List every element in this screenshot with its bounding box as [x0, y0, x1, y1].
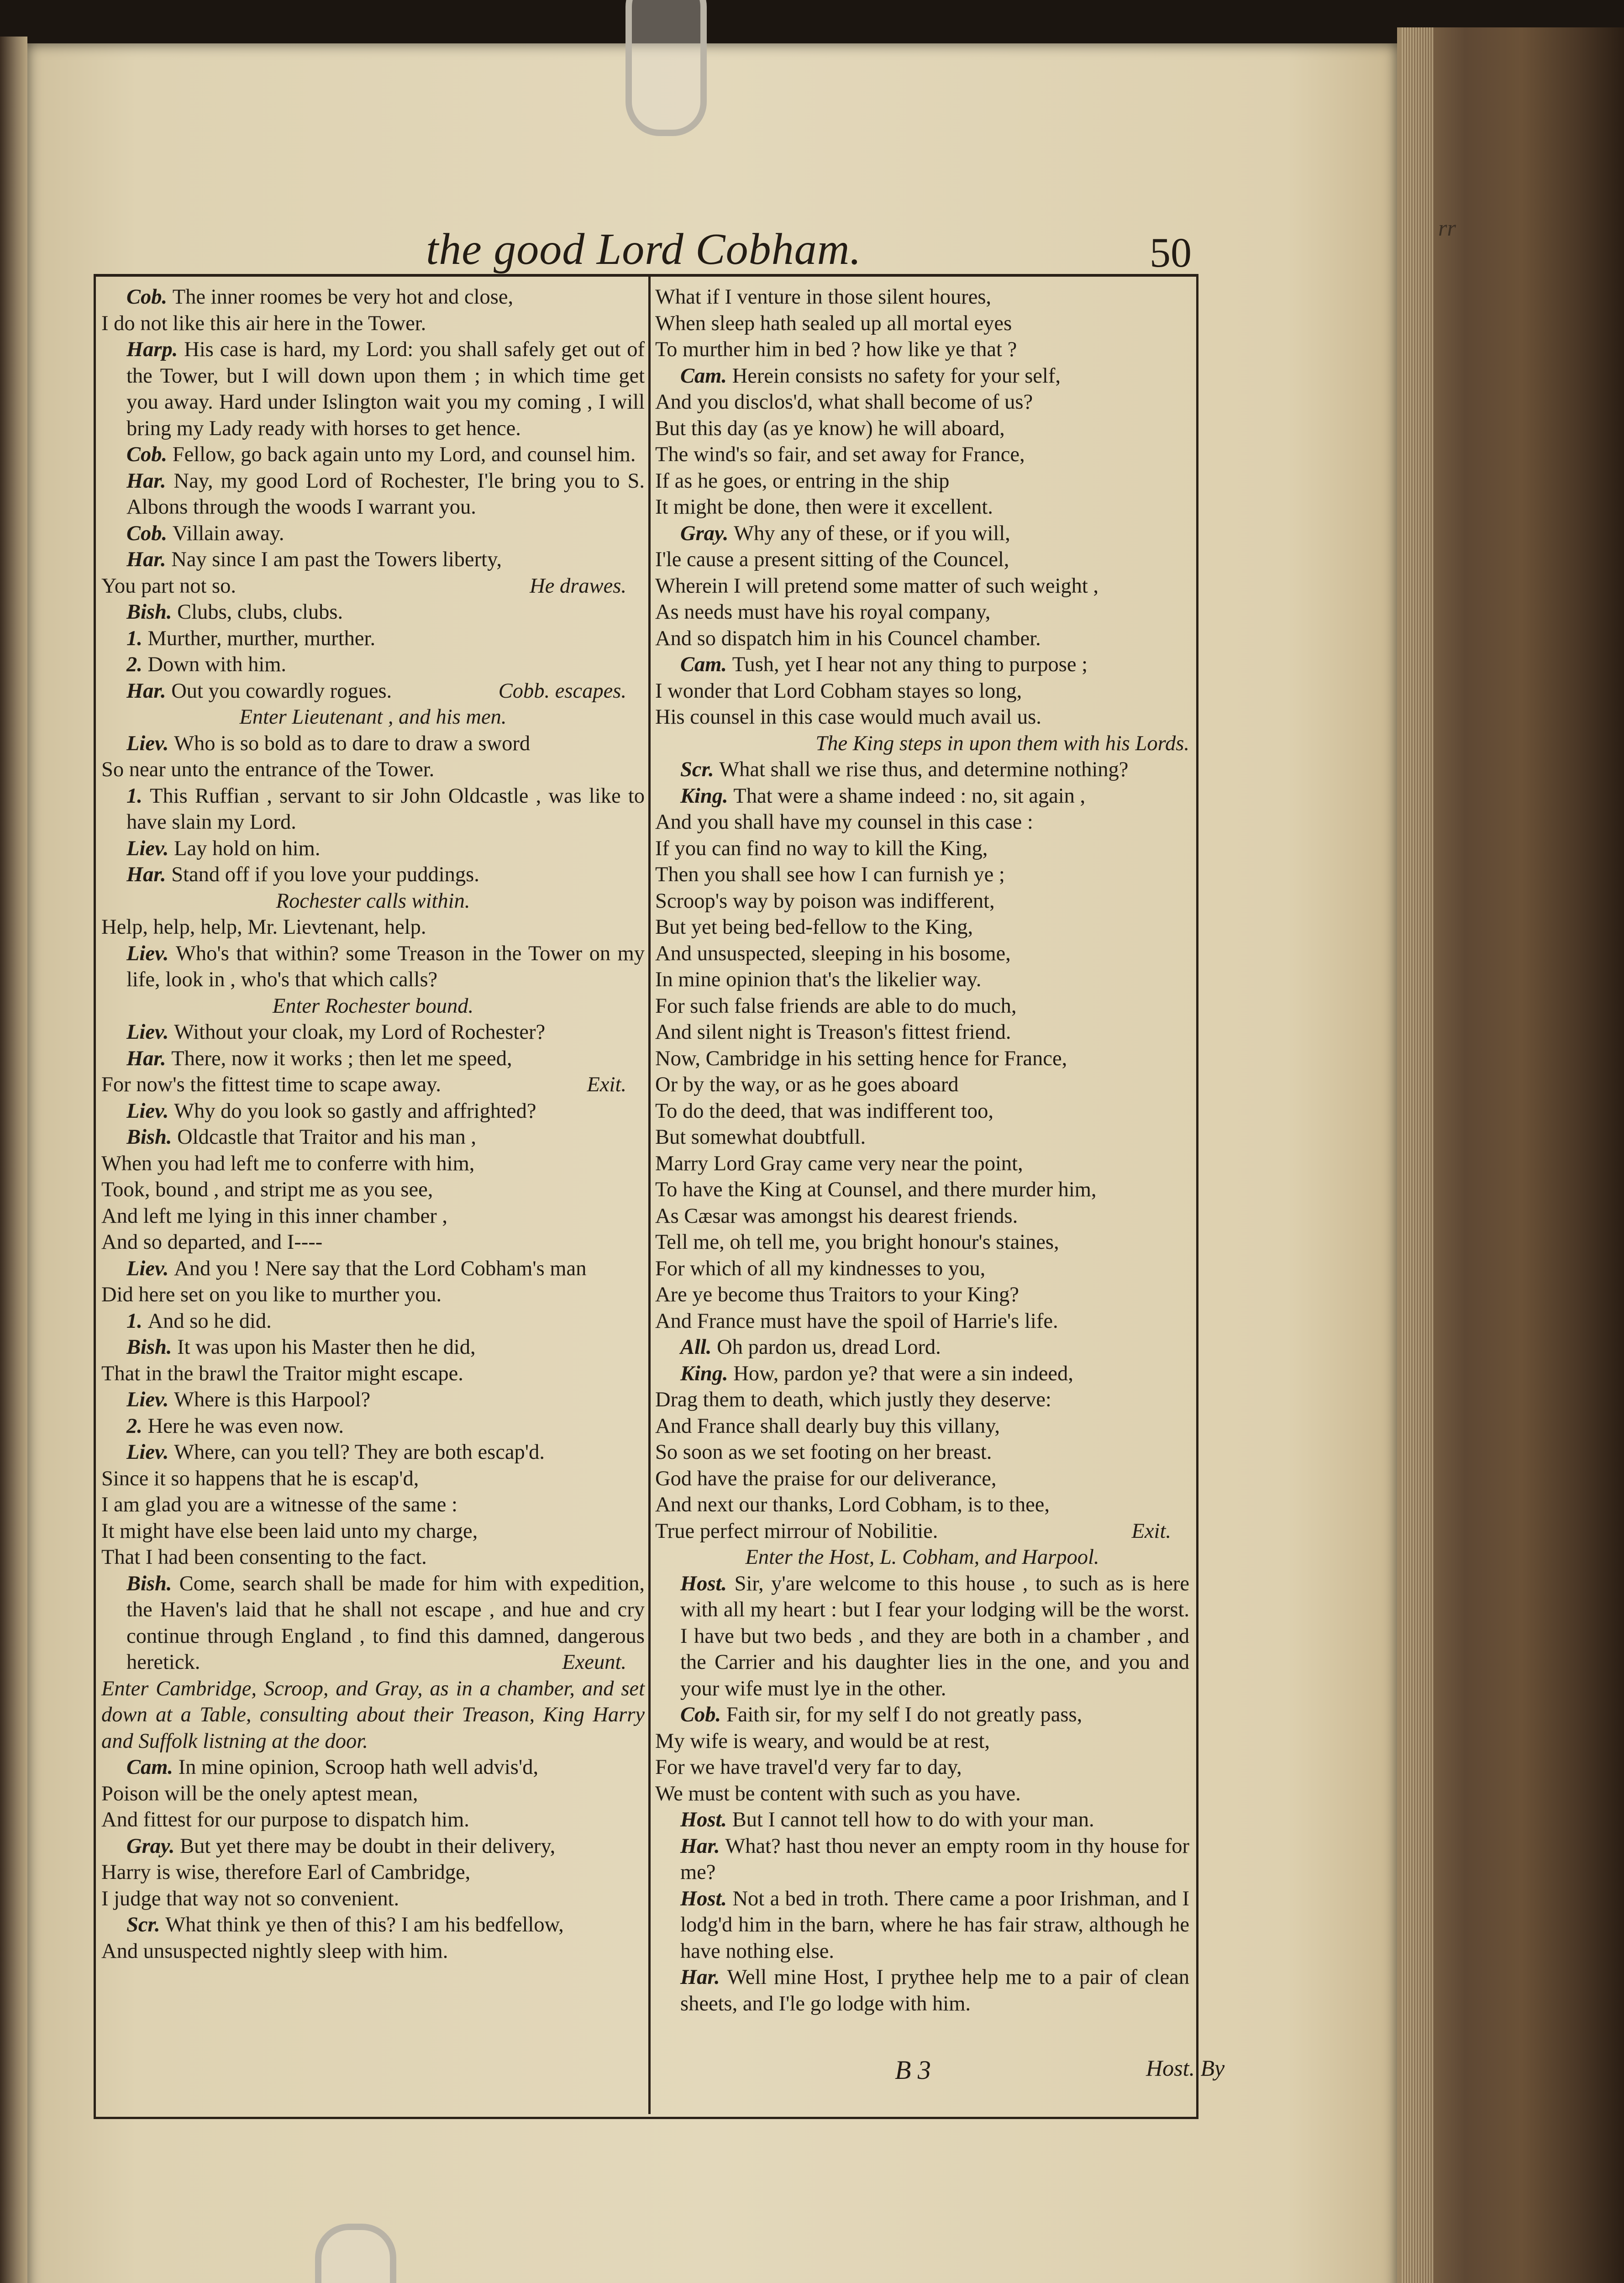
text-line — [101, 521, 645, 547]
line-text: When you had left me to conferre with him, — [101, 1152, 475, 1175]
line-text: And fittest for our purpose to dispatch him. — [101, 1808, 469, 1831]
line-text: Enter Rochester bound. — [272, 994, 474, 1018]
speaker-prefix: Bish. — [126, 1336, 178, 1359]
text-line — [655, 888, 1189, 915]
line-text: Nay, my good Lord of Rochester, I'le bring you to S. Albons through the woods I warrant you. — [126, 469, 645, 519]
line-text: And unsuspected, sleeping in his bosome, — [655, 942, 1011, 965]
text-line — [101, 310, 645, 337]
text-line — [101, 1334, 645, 1361]
line-text: And you shall have my counsel in this case : — [655, 810, 1033, 834]
text-line — [655, 1046, 1189, 1072]
speaker-prefix: Liev. — [126, 1021, 174, 1044]
speaker-prefix: Liev. — [126, 1099, 174, 1123]
line-text: God have the praise for our deliverance, — [655, 1467, 997, 1490]
line-text: To have the King at Counsel, and there murder him, — [655, 1178, 1097, 1201]
text-line — [655, 1256, 1189, 1282]
line-text: True perfect mirrour of Nobilitie. — [655, 1519, 938, 1543]
text-line — [101, 1807, 645, 1833]
line-text: Down with him. — [147, 653, 287, 676]
line-text: Help, help, help, Mr. Lievtenant, help. — [101, 915, 426, 939]
line-text: Are ye become thus Traitors to your King? — [655, 1283, 1019, 1306]
line-text: Scroop's way by poison was indifferent, — [655, 889, 995, 913]
stage-direction: He drawes. — [530, 574, 626, 598]
book-clip-bottom — [315, 2224, 396, 2283]
line-text: Enter Lieutenant , and his men. — [239, 705, 507, 729]
text-line — [101, 1439, 645, 1466]
speaker-prefix: Har. — [126, 548, 172, 571]
text-line — [655, 704, 1189, 731]
line-text: That I had been consenting to the fact. — [101, 1546, 427, 1569]
line-text: And unsuspected nightly sleep with him. — [101, 1939, 448, 1963]
text-line — [101, 547, 645, 573]
text-line — [101, 1938, 645, 1965]
text-line — [101, 1151, 645, 1177]
text-line — [101, 757, 645, 783]
text-line — [101, 1177, 645, 1203]
text-line — [101, 468, 645, 521]
line-text: I judge that way not so convenient. — [101, 1887, 399, 1910]
line-text: And so dispatch him in his Councel chamber. — [655, 626, 1041, 650]
text-line — [655, 494, 1189, 521]
line-text: And so departed, and I---- — [101, 1231, 323, 1254]
text-line — [655, 468, 1189, 494]
text-line — [655, 1308, 1189, 1335]
text-line — [101, 1046, 645, 1072]
line-text: As Cæsar was amongst his dearest friends. — [655, 1204, 1018, 1228]
line-text: But somewhat doubtfull. — [655, 1126, 866, 1149]
stage-direction: Exit. — [1131, 1519, 1171, 1543]
line-text: And left me lying in this inner chamber , — [101, 1204, 448, 1228]
text-line — [101, 652, 645, 678]
line-text: For which of all my kindnesses to you, — [655, 1257, 986, 1280]
line-text: Poison will be the onely aptest mean, — [101, 1782, 418, 1805]
speaker-prefix: King. — [680, 1362, 734, 1385]
text-line — [101, 442, 645, 468]
text-line — [655, 1439, 1189, 1466]
line-text: Fellow, go back again unto my Lord, and counsel him. — [172, 443, 636, 466]
speaker-prefix: Har. — [680, 1966, 727, 1989]
line-text: You part not so. — [101, 574, 236, 598]
speaker-prefix: King. — [680, 784, 734, 808]
speaker-prefix: Har. — [126, 1047, 172, 1070]
text-line — [655, 836, 1189, 862]
text-line — [655, 284, 1189, 310]
text-line — [101, 678, 645, 705]
text-line — [101, 573, 645, 600]
line-text: If you can find no way to kill the King, — [655, 836, 988, 860]
text-line — [655, 389, 1189, 416]
line-text: Enter the Host, L. Cobham, and Harpool. — [745, 1546, 1099, 1569]
line-text: How, pardon ye? that were a sin indeed, — [733, 1362, 1073, 1385]
line-text: I am glad you are a witnesse of the same : — [101, 1493, 457, 1516]
text-line — [101, 941, 645, 993]
text-line — [655, 1466, 1189, 1492]
text-line — [101, 1781, 645, 1807]
line-text: In mine opinion, Scroop hath well advis'd, — [178, 1756, 539, 1779]
text-line — [655, 652, 1189, 678]
line-text: Wherein I will pretend some matter of such weight , — [655, 574, 1099, 598]
right-column — [655, 284, 1189, 2017]
text-line — [101, 1256, 645, 1282]
line-text: Oh pardon us, dread Lord. — [717, 1336, 941, 1359]
text-line — [101, 1571, 645, 1676]
signature-mark: B 3 — [895, 2055, 931, 2085]
text-line — [655, 809, 1189, 836]
speaker-prefix: Liev. — [126, 1388, 174, 1411]
speaker-prefix: 2. — [126, 653, 148, 676]
text-line — [655, 1781, 1189, 1807]
speaker-prefix: Har. — [126, 679, 172, 703]
stage-direction: Exit. — [587, 1073, 626, 1096]
text-line — [655, 1229, 1189, 1256]
text-line — [101, 1518, 645, 1545]
speaker-prefix: Cob. — [126, 285, 173, 309]
text-line — [655, 1728, 1189, 1755]
text-line — [101, 1886, 645, 1912]
line-text: And you ! Nere say that the Lord Cobham's man — [174, 1257, 587, 1280]
text-line — [101, 599, 645, 626]
text-line — [655, 783, 1189, 810]
line-text: Well mine Host, I prythee help me to a pair of clean sheets, and I'le go lodge with him. — [680, 1966, 1189, 2015]
line-text: Enter Cambridge, Scroop, and Gray, as in a chamber, and set down at a Table, consulting about their Treason, King Harry and Suffolk listning at the door. — [101, 1677, 645, 1753]
line-text: Lay hold on him. — [174, 836, 321, 860]
line-text: Since it so happens that he is escap'd, — [101, 1467, 419, 1490]
text-line — [655, 1019, 1189, 1046]
speaker-prefix: Host. — [680, 1887, 733, 1910]
line-text: Why do you look so gastly and affrighted? — [174, 1099, 536, 1123]
line-text: It might be done, then were it excellent. — [655, 495, 993, 519]
line-text: For such false friends are able to do much, — [655, 994, 1017, 1018]
text-line — [655, 337, 1189, 363]
text-line — [655, 1702, 1189, 1728]
speaker-prefix: Cam. — [680, 364, 732, 388]
line-text: His counsel in this case would much avail us. — [655, 705, 1041, 729]
line-text: I'le cause a present sitting of the Councel, — [655, 548, 1009, 571]
line-text: So soon as we set footing on her breast. — [655, 1441, 992, 1464]
text-line — [101, 836, 645, 862]
speaker-prefix: Bish. — [126, 1572, 179, 1595]
line-text: To murther him in bed ? how like ye that ? — [655, 338, 1017, 361]
line-text: What if I venture in those silent houres, — [655, 285, 992, 309]
speaker-prefix: Scr. — [126, 1913, 166, 1936]
line-text: Murther, murther, murther. — [147, 626, 376, 650]
line-text: Oldcastle that Traitor and his man , — [177, 1126, 476, 1149]
text-line — [101, 1544, 645, 1571]
text-line — [655, 757, 1189, 783]
text-line — [655, 573, 1189, 600]
speaker-prefix: Liev. — [126, 942, 176, 965]
speaker-prefix: Harp. — [126, 338, 184, 361]
line-text: If as he goes, or entring in the ship — [655, 469, 950, 493]
line-text: Tell me, oh tell me, you bright honour's staines, — [655, 1231, 1059, 1254]
text-line — [655, 993, 1189, 1020]
line-text: Who's that within? some Treason in the Tower on my life, look in , who's that which calls? — [126, 942, 645, 991]
catchword: Host. By — [1146, 2055, 1225, 2081]
text-line — [655, 1098, 1189, 1125]
speaker-prefix: Liev. — [126, 731, 174, 755]
line-text: Who is so bold as to dare to draw a sword — [174, 731, 531, 755]
line-text: It might have else been laid unto my charge, — [101, 1519, 478, 1543]
line-text: And next our thanks, Lord Cobham, is to thee, — [655, 1493, 1050, 1516]
speaker-prefix: 1. — [126, 626, 148, 650]
text-line — [101, 888, 645, 915]
text-line — [101, 862, 645, 888]
page-header — [91, 215, 1196, 283]
line-text: Faith sir, for my self I do not greatly pass, — [726, 1703, 1083, 1726]
line-text: My wife is weary, and would be at rest, — [655, 1729, 990, 1753]
text-line — [655, 731, 1189, 757]
line-text: Nay since I am past the Towers liberty, — [171, 548, 502, 571]
speaker-prefix: Gray. — [680, 521, 734, 545]
text-line — [101, 1282, 645, 1308]
text-line — [655, 914, 1189, 941]
speaker-prefix: Cam. — [126, 1756, 179, 1779]
text-line — [655, 862, 1189, 888]
speaker-prefix: Scr. — [680, 758, 720, 781]
speaker-prefix: Har. — [126, 469, 174, 493]
stage-direction: Cobb. escapes. — [498, 679, 626, 703]
book-clip-top — [625, 0, 707, 136]
previous-page-edge — [0, 37, 27, 2283]
line-text: There, now it works ; then let me speed, — [171, 1047, 512, 1070]
text-line — [655, 1072, 1189, 1098]
speaker-prefix: Cob. — [126, 443, 173, 466]
line-text: That in the brawl the Traitor might escape. — [101, 1362, 463, 1385]
text-line — [655, 1964, 1189, 2017]
text-line — [101, 731, 645, 757]
text-line — [655, 678, 1189, 705]
text-line — [655, 416, 1189, 442]
text-line — [655, 1387, 1189, 1413]
text-line — [655, 599, 1189, 626]
line-text: And France must have the spoil of Harrie's life. — [655, 1309, 1058, 1333]
text-line — [655, 626, 1189, 652]
text-line — [655, 547, 1189, 573]
line-text: Tush, yet I hear not any thing to purpose ; — [732, 653, 1088, 676]
line-text: And France shall dearly buy this villany, — [655, 1414, 1000, 1438]
line-text: Drag them to death, which justly they deserve: — [655, 1388, 1051, 1411]
line-text: When sleep hath sealed up all mortal eyes — [655, 311, 1012, 335]
text-line — [655, 1492, 1189, 1518]
line-text: Where is this Harpool? — [174, 1388, 371, 1411]
text-line — [655, 1413, 1189, 1440]
line-text: What shall we rise thus, and determine nothing? — [719, 758, 1129, 781]
text-line — [101, 783, 645, 836]
text-line — [655, 1282, 1189, 1308]
line-text: But yet there may be doubt in their delivery, — [180, 1834, 556, 1858]
line-text: I do not like this air here in the Tower. — [101, 311, 426, 335]
speaker-prefix: Bish. — [126, 1126, 178, 1149]
speaker-prefix: Har. — [680, 1834, 725, 1858]
line-text: So near unto the entrance of the Tower. — [101, 758, 435, 781]
text-line — [101, 1859, 645, 1886]
line-text: For we have travel'd very far to day, — [655, 1756, 962, 1779]
text-line — [101, 1019, 645, 1046]
speaker-prefix: Cob. — [126, 521, 173, 545]
text-line — [655, 363, 1189, 389]
text-line — [101, 1912, 645, 1938]
line-text: And so he did. — [147, 1309, 272, 1333]
text-line — [101, 1413, 645, 1440]
speaker-prefix: Liev. — [126, 836, 174, 860]
text-line — [655, 1203, 1189, 1230]
text-line — [101, 1229, 645, 1256]
line-text: To do the deed, that was indifferent too, — [655, 1099, 993, 1123]
line-text: This Ruffian , servant to sir John Oldcastle , was like to have slain my Lord. — [126, 784, 645, 834]
line-text: His case is hard, my Lord: you shall safely get out of the Tower, but I will down upon them ; in which time get you away. Hard under Islington wait you my coming , I will bring my Lady ready with horses to get hence. — [126, 338, 645, 440]
text-line — [655, 1124, 1189, 1151]
speaker-prefix: 1. — [126, 784, 150, 808]
text-line — [655, 1754, 1189, 1781]
line-text: What? hast thou never an empty room in thy house for me? — [680, 1834, 1189, 1884]
text-line — [101, 1124, 645, 1151]
text-line — [655, 1807, 1189, 1833]
line-text: Come, search shall be made for him with expedition, the Haven's laid that he shall not escape , and hue and cry continue through England , to find this damned, dangerous heretick. — [126, 1572, 645, 1674]
speaker-prefix: Liev. — [126, 1257, 174, 1280]
line-text: Why any of these, or if you will, — [734, 521, 1010, 545]
text-line — [101, 914, 645, 941]
left-column — [101, 284, 645, 1964]
speaker-prefix: Bish. — [126, 600, 178, 624]
stage-direction: Exeunt. — [562, 1651, 626, 1674]
column-divider — [648, 274, 651, 2114]
line-text: Now, Cambridge in his setting hence for France, — [655, 1047, 1067, 1070]
line-text: Marry Lord Gray came very near the point, — [655, 1152, 1023, 1175]
line-text: What think ye then of this? I am his bedfellow, — [165, 1913, 564, 1936]
text-line — [655, 310, 1189, 337]
line-text: The wind's so fair, and set away for France, — [655, 443, 1025, 466]
line-text: Herein consists no safety for your self, — [732, 364, 1061, 388]
speaker-prefix: 1. — [126, 1309, 148, 1333]
line-text: Harry is wise, therefore Earl of Cambridge, — [101, 1861, 471, 1884]
line-text: For now's the fittest time to scape away. — [101, 1073, 441, 1096]
text-line — [101, 284, 645, 310]
speaker-prefix: Gray. — [126, 1834, 180, 1858]
speaker-prefix: Har. — [126, 863, 172, 886]
speaker-prefix: All. — [680, 1336, 717, 1359]
text-line — [655, 1361, 1189, 1387]
margin-mark: rr — [1438, 215, 1456, 241]
speaker-prefix: Host. — [680, 1808, 732, 1831]
line-text: But this day (as ye know) he will aboard, — [655, 416, 1005, 440]
line-text: Then you shall see how I can furnish ye ; — [655, 863, 1005, 886]
text-line — [101, 993, 645, 1020]
line-text: But I cannot tell how to do with your man. — [732, 1808, 1094, 1831]
text-line — [655, 1571, 1189, 1702]
text-line — [101, 337, 645, 442]
line-text: Did here set on you like to murther you. — [101, 1283, 442, 1306]
text-line — [655, 1886, 1189, 1965]
text-line — [101, 626, 645, 652]
text-line — [101, 704, 645, 731]
line-text: Took, bound , and stript me as you see, — [101, 1178, 433, 1201]
text-line — [655, 1151, 1189, 1177]
line-text: In mine opinion that's the likelier way. — [655, 968, 982, 991]
text-line — [101, 1676, 645, 1755]
line-text: Rochester calls within. — [276, 889, 470, 913]
text-line — [655, 1518, 1189, 1545]
line-text: And silent night is Treason's fittest friend. — [655, 1021, 1011, 1044]
text-line — [101, 1492, 645, 1518]
line-text: Stand off if you love your puddings. — [171, 863, 479, 886]
text-line — [101, 1361, 645, 1387]
line-text: Without your cloak, my Lord of Rochester? — [174, 1021, 546, 1044]
line-text: Clubs, clubs, clubs. — [177, 600, 343, 624]
text-line — [101, 1387, 645, 1413]
text-line — [101, 1754, 645, 1781]
text-line — [101, 1466, 645, 1492]
page-stack-lines — [1402, 27, 1434, 2283]
line-text: It was upon his Master then he did, — [177, 1336, 476, 1359]
line-text: That were a shame indeed : no, sit again , — [733, 784, 1086, 808]
line-text: Or by the way, or as he goes aboard — [655, 1073, 959, 1096]
line-text: We must be content with such as you have. — [655, 1782, 1021, 1805]
speaker-prefix: Cob. — [680, 1703, 726, 1726]
line-text: And you disclos'd, what shall become of us? — [655, 390, 1033, 414]
text-line — [655, 941, 1189, 967]
line-text: Where, can you tell? They are both escap'd. — [174, 1441, 545, 1464]
line-text: I wonder that Lord Cobham stayes so long, — [655, 679, 1022, 703]
text-line — [655, 1334, 1189, 1361]
text-line — [101, 1072, 645, 1098]
speaker-prefix: Liev. — [126, 1441, 174, 1464]
running-title: the good Lord Cobham. — [426, 225, 862, 274]
line-text: Sir, y'are welcome to this house , to such as is here with all my heart : but I fear your lodging will be the worst. I have but two beds , and they are both in a chamber , and the Carrier and his daughter lies in the one, and you and your wife must lye in the other. — [680, 1572, 1190, 1700]
speaker-prefix: Cam. — [680, 653, 732, 676]
text-line — [101, 1308, 645, 1335]
text-line — [655, 521, 1189, 547]
speaker-prefix: 2. — [126, 1414, 148, 1438]
text-line — [655, 1833, 1189, 1886]
line-text: Here he was even now. — [147, 1414, 344, 1438]
line-text: Out you cowardly rogues. — [171, 679, 392, 703]
page-number: 50 — [1150, 229, 1192, 276]
speaker-prefix: Host. — [680, 1572, 735, 1595]
text-line — [655, 1177, 1189, 1203]
text-line — [101, 1833, 645, 1860]
line-text: The inner roomes be very hot and close, — [172, 285, 514, 309]
text-line — [655, 967, 1189, 993]
text-line — [101, 1203, 645, 1230]
line-text: Villain away. — [172, 521, 284, 545]
text-line — [655, 1544, 1189, 1571]
line-text: The King steps in upon them with his Lords. — [815, 731, 1189, 755]
line-text: Not a bed in troth. There came a poor Irishman, and I lodg'd him in the barn, where he has fair straw, although he have nothing else. — [680, 1887, 1189, 1963]
text-line — [101, 1098, 645, 1125]
text-line — [655, 442, 1189, 468]
line-text: But yet being bed-fellow to the King, — [655, 915, 973, 939]
line-text: As needs must have his royal company, — [655, 600, 991, 624]
